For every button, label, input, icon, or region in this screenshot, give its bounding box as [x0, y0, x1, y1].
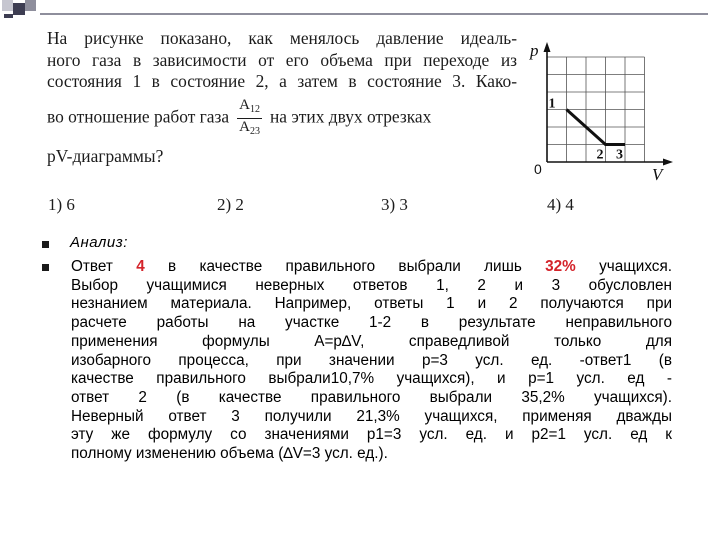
- correct-percent: 32%: [545, 258, 576, 275]
- v-axis-arrow: [663, 159, 673, 166]
- header-rule: [40, 13, 708, 15]
- origin-label: 0: [534, 161, 542, 177]
- analysis-line: незнанием материала. Например, ответы 1 и 2 получаются при: [71, 295, 672, 313]
- bullet-icon: [42, 241, 49, 248]
- analysis-body: [71, 258, 672, 464]
- p-axis-arrow: [544, 42, 551, 52]
- p-axis-label: p: [530, 41, 539, 60]
- analysis-line: эту же формулу со значениями p1=3 усл. ед. и p2=1 усл. ед к: [71, 426, 672, 444]
- analysis-line: изобарного процесса, при значении p=3 усл. ед. -ответ1 (в: [71, 351, 672, 369]
- pv-diagram: [527, 38, 677, 183]
- problem-line: ного газа в зависимости от его объема при переходе из: [47, 49, 517, 70]
- point-label-1: 1: [548, 96, 556, 112]
- v-axis-label: V: [652, 165, 663, 183]
- analysis-line: применения формулы A=p∆V, справедливой только для: [71, 332, 672, 350]
- correct-answer: 4: [136, 258, 145, 275]
- analysis-line: расчете работы на участке 1-2 в результате неправильного: [71, 314, 672, 332]
- analysis-line: Неверный ответ 3 получили 21,3% учащихся, применяя дважды: [71, 407, 672, 425]
- analysis-line: Выбор учащимися неверных ответов 1, 2 и 3 обусловлен: [71, 276, 672, 294]
- problem-text: [47, 28, 517, 167]
- answer-option-2: 2) 2: [217, 195, 244, 214]
- diagram-grid: [547, 57, 645, 162]
- answer-option-4: 4) 4: [547, 195, 574, 214]
- problem-line: pV-диаграммы?: [47, 145, 164, 166]
- problem-line: На рисунке показано, как менялось давление идеаль-: [47, 28, 517, 48]
- decor-square: [25, 0, 36, 11]
- answer-option-3: 3) 3: [381, 195, 408, 214]
- analysis-line: качестве правильного выбрали10,7% учащихся), и p=1 усл. ед -: [71, 370, 672, 388]
- decor-square: [4, 14, 13, 18]
- decor-square: [13, 3, 25, 15]
- work-ratio-fraction: $\frac{A_{12}}{A_{23}}$: [239, 96, 260, 137]
- analysis-line: ответ 2 (в качестве правильного выбрали 35,2% учащихся).: [71, 388, 672, 406]
- bullet-icon: [42, 264, 49, 271]
- point-label-2: 2: [596, 147, 604, 163]
- point-label-3: 3: [616, 147, 623, 163]
- analysis-heading: Анализ:: [70, 234, 128, 251]
- problem-line-with-fraction: во отношение работ газа $\frac{A_{12}}{A_{23}}$ на этих двух отрезках: [47, 97, 517, 140]
- decor-square: [2, 0, 13, 11]
- answer-option-1: 1) 6: [48, 195, 75, 214]
- problem-line: состояния 1 в состояние 2, а затем в состояние 3. Како-: [47, 71, 517, 91]
- analysis-line: полному изменению объема (∆V=3 усл. ед.).: [71, 445, 388, 463]
- analysis-line: Ответ 4 в качестве правильного выбрали лишь 32% учащихся.: [71, 258, 672, 275]
- slide-decoration: [0, 0, 720, 18]
